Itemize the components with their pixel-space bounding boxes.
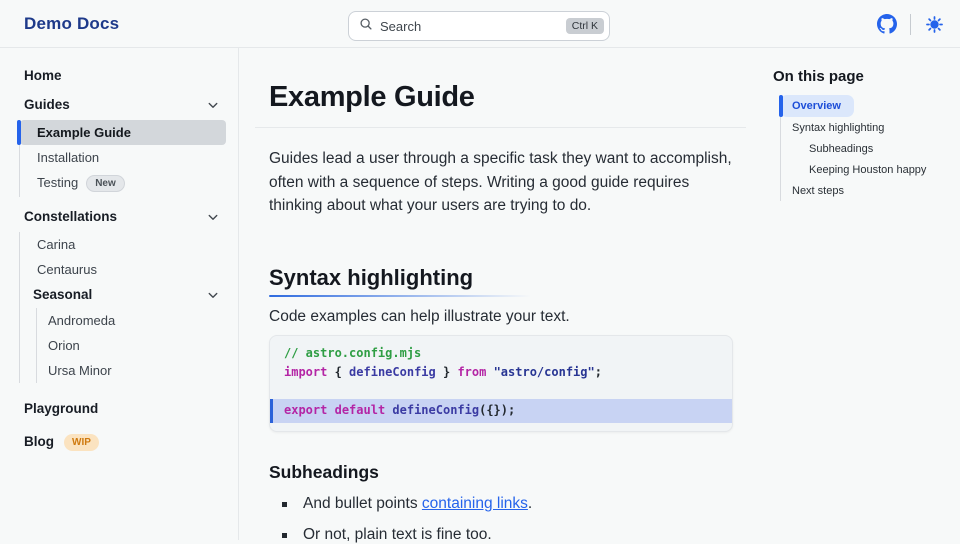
search-shortcut-kbd: Ctrl K [566, 18, 604, 35]
sidebar-group-guides-toggle[interactable] [0, 91, 238, 118]
sidebar-item-playground[interactable]: Playground [24, 401, 99, 416]
toc-item-syntax-highlighting[interactable]: Syntax highlighting [792, 121, 885, 134]
code-line [270, 344, 732, 363]
theme-toggle-sun-icon[interactable] [922, 12, 946, 36]
code-line [270, 363, 732, 382]
sidebar-item-carina[interactable]: Carina [37, 237, 76, 252]
search-placeholder: Search [380, 18, 422, 34]
code-token: export [284, 403, 328, 417]
sidebar-group-constellations [0, 203, 238, 383]
site-logo[interactable]: Demo Docs [24, 14, 120, 33]
chevron-down-icon [207, 289, 219, 301]
main-content [239, 48, 733, 543]
syntax-highlighting-heading: Syntax highlighting [269, 264, 474, 290]
search-icon [359, 17, 373, 36]
sidebar-item-example-guide[interactable]: Example Guide [20, 120, 226, 145]
site-header [0, 0, 960, 48]
code-token: defineConfig [349, 364, 436, 379]
heading-underline [269, 295, 531, 297]
code-token [486, 365, 493, 379]
sidebar-item-orion[interactable]: Orion [48, 338, 80, 353]
code-token: default [334, 403, 386, 417]
intro-paragraph: Guides lead a user through a specific task they want to accomplish, often with a sequence of steps. Writing a good guide requires thinking about what your users are trying to do. [269, 150, 732, 214]
sidebar-subgroup-seasonal [20, 282, 226, 383]
toc-heading: On this page [773, 68, 864, 85]
sidebar-item-installation[interactable]: Installation [37, 150, 100, 165]
code-token: { [327, 364, 350, 379]
bullet-text: And bullet points [303, 494, 422, 512]
containing-links-link[interactable]: containing links [421, 494, 528, 512]
github-icon[interactable] [875, 12, 899, 36]
toc-item-subheadings[interactable]: Subheadings [809, 142, 874, 155]
sidebar-subgroup-seasonal-label: Seasonal [33, 287, 93, 302]
sidebar-group-constellations-toggle[interactable] [0, 203, 238, 230]
sidebar-constellations-list [19, 232, 226, 383]
sidebar-item-blog[interactable] [0, 428, 238, 457]
sidebar-item-andromeda[interactable]: Andromeda [48, 313, 116, 328]
sidebar-item-centaurus[interactable]: Centaurus [37, 262, 97, 277]
sidebar-item-testing-label: Testing [37, 175, 79, 190]
sidebar-item-home[interactable]: Home [24, 68, 62, 83]
syntax-paragraph: Code examples can help illustrate your text. [269, 307, 570, 325]
code-token: // astro.config.mjs [284, 345, 422, 360]
code-token: import [284, 364, 328, 379]
list-item [281, 495, 733, 513]
chevron-down-icon [207, 99, 219, 111]
header-actions [875, 0, 946, 48]
bullet-text: . [527, 494, 533, 512]
code-line-blank [270, 382, 732, 399]
title-divider [255, 127, 746, 128]
code-token: ({}); [479, 403, 516, 417]
code-token [327, 403, 334, 417]
sidebar-group-guides-label: Guides [24, 97, 70, 112]
toc-item-overview[interactable]: Overview [780, 95, 854, 117]
code-token: ; [594, 364, 602, 379]
on-this-page-sidebar [733, 48, 960, 540]
code-token: defineConfig [392, 403, 480, 417]
code-token: } [435, 364, 458, 379]
sidebar-subgroup-seasonal-toggle[interactable] [20, 282, 226, 307]
search-input[interactable] [348, 11, 610, 41]
code-token: "astro/config" [493, 364, 595, 379]
list-item: Or not, plain text is fine too. [281, 526, 733, 544]
page-title: Example Guide [269, 81, 475, 113]
subheadings-heading: Subheadings [269, 461, 379, 482]
sidebar-group-constellations-label: Constellations [24, 209, 118, 224]
header-divider [910, 14, 911, 35]
toc-list [780, 95, 960, 201]
code-token: from [457, 364, 487, 379]
wip-badge: WIP [64, 434, 99, 451]
code-block [269, 335, 733, 432]
left-sidebar [0, 48, 239, 540]
bullet-list [269, 495, 733, 544]
toc-item-keeping-houston-happy[interactable]: Keeping Houston happy [809, 163, 927, 176]
code-line-highlighted [270, 399, 732, 423]
new-badge: New [86, 175, 125, 192]
sidebar-group-guides [0, 91, 238, 197]
sidebar-guides-list [19, 120, 226, 197]
chevron-down-icon [207, 211, 219, 223]
sidebar-item-testing[interactable] [20, 170, 226, 197]
sidebar-item-blog-label: Blog [24, 434, 54, 449]
sidebar-item-ursa-minor[interactable]: Ursa Minor [48, 363, 112, 378]
toc-item-next-steps[interactable]: Next steps [792, 184, 844, 197]
sidebar-seasonal-list [36, 308, 226, 383]
